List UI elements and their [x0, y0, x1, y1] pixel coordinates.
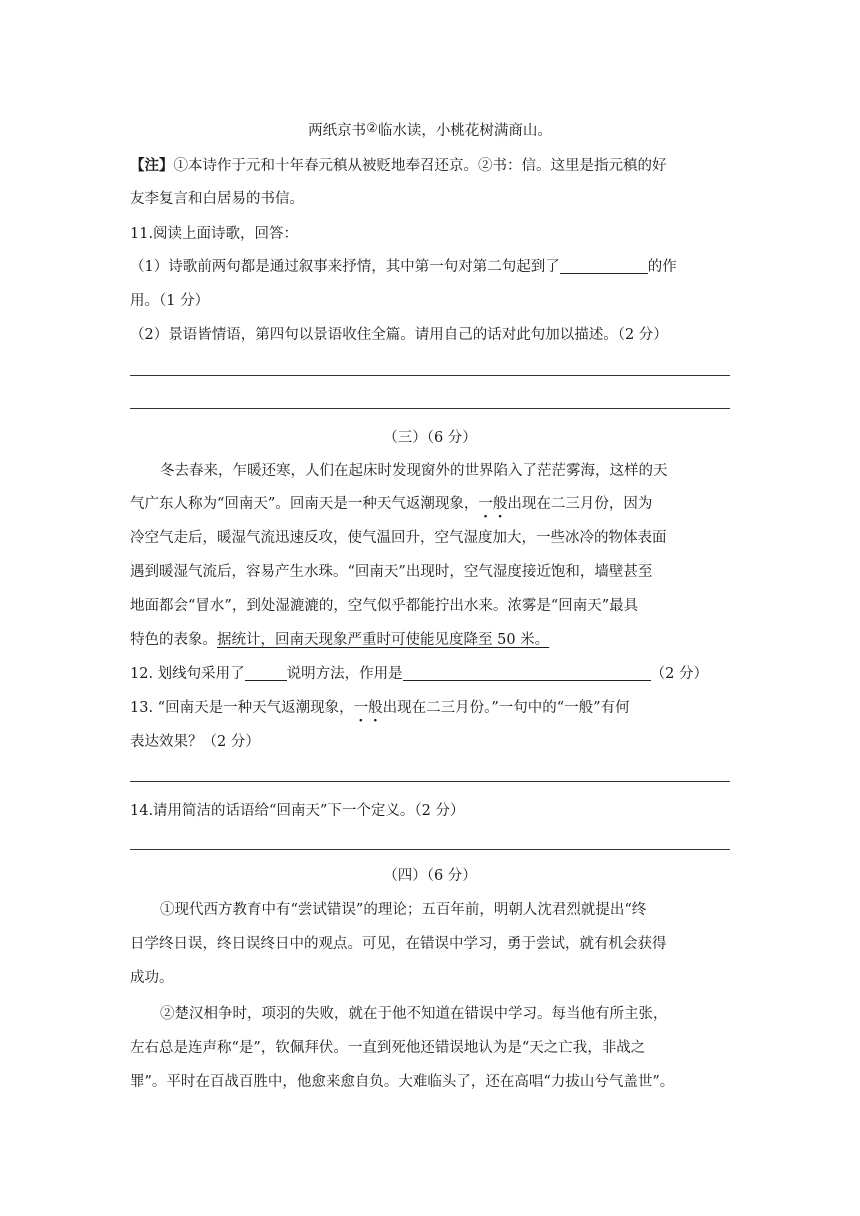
section3-text: 特色的表象。	[130, 632, 217, 648]
q12-effect-blank[interactable]	[403, 664, 651, 681]
emphasis-char: 一	[478, 496, 493, 512]
q12-score: （2 分）	[650, 666, 709, 682]
q13-line	[130, 698, 730, 718]
emphasis-char: 般	[368, 700, 383, 716]
q11-part1-cont: 用。（1 分）	[130, 293, 210, 309]
note-text-1: ①本诗作于元和十年春元稹从被贬地奉召还京。②书：信。这里是指元稹的好	[173, 158, 667, 174]
poem-text-b: 临水读，小桃花树满商山。	[377, 123, 552, 139]
section3-line-4: 遇到暖湿气流后，容易产生水珠。“回南天”出现时，空气湿度接近饱和，墙壁甚至	[130, 564, 653, 580]
emphasis-char: 般	[492, 496, 508, 512]
q11-part1-tail: 的作	[647, 259, 677, 275]
section4-heading: （四）（6 分）	[383, 868, 477, 884]
q11-part1-line	[130, 257, 730, 277]
poem-last-line	[130, 119, 730, 141]
section3-line-1: 冬去春来，乍暖还寒，人们在起床时发现窗外的世界陷入了茫茫雾海，这样的天	[160, 463, 668, 479]
answer-line[interactable]	[130, 408, 730, 409]
note-line-1	[130, 156, 730, 176]
q12-line	[130, 664, 730, 684]
section3-heading: （三）（6 分）	[383, 430, 477, 446]
poem-text-a: 两纸京书	[308, 123, 367, 139]
q11-stem: 11.阅读上面诗歌，回答：	[130, 226, 299, 242]
section3-line-5: 地面都会“冒水”，到处湿漉漉的，空气似乎都能拧出水来。浓雾是“回南天”最具	[130, 598, 639, 614]
note-tag: 【注】	[130, 157, 174, 174]
section4-p1-line-3: 成功。	[130, 970, 174, 986]
q13-text: 出现在二三月份。”一句中的“一般”有何	[382, 700, 630, 716]
section3-line-3: 冷空气走后，暖湿气流迅速反攻，使气温回升，空气湿度加大，一些冰冷的物体表面	[130, 530, 667, 546]
section3-text: 出现在二三月份，因为	[507, 496, 653, 512]
answer-line[interactable]	[130, 781, 730, 782]
q11-part1-text: （1）诗歌前两句都是通过叙事来抒情，其中第一句对第二句起到了	[130, 259, 560, 275]
q11-answer-blank[interactable]	[560, 257, 648, 274]
q13-line-2: 表达效果？（2 分）	[130, 734, 260, 750]
footnote-mark: ②	[366, 121, 378, 136]
underlined-sentence: 据统计，回南天现象严重时可使能见度降至 50 米。	[217, 632, 550, 648]
section3-text: 气广东人称为“回南天”。回南天是一种天气返潮现象，	[130, 496, 479, 512]
section4-p1-line-2: 日学终日误，终日误终日中的观点。可见，在错误中学习，勇于尝试，就有机会获得	[130, 936, 667, 952]
q12-method-blank[interactable]	[245, 664, 287, 681]
q12-text: 说明方法，作用是	[286, 666, 403, 682]
section3-line-2	[130, 494, 730, 514]
note-line-2: 友李复言和白居易的书信。	[130, 191, 304, 207]
q14-line: 14.请用简洁的话语给“回南天”下一个定义。（2 分）	[130, 803, 465, 819]
section3-line-6	[130, 630, 730, 650]
section4-p2-line-1: ②楚汉相争时，项羽的失败，就在于他不知道在错误中学习。每当他有所主张，	[160, 1006, 668, 1022]
section4-p2-line-2: 左右总是连声称“是”，钦佩拜伏。一直到死他还错误地认为是“天之亡我，非战之	[130, 1040, 646, 1056]
answer-line[interactable]	[130, 375, 730, 376]
answer-line[interactable]	[130, 849, 730, 850]
q12-text: 12. 划线句采用了	[130, 666, 245, 682]
q13-text: 13. “回南天是一种天气返潮现象，	[130, 700, 354, 716]
emphasis-char: 一	[353, 700, 369, 716]
section4-p2-line-3: 罪”。平时在百战百胜中，他愈来愈自负。大难临头了，还在高唱“力拔山兮气盖世”。	[130, 1074, 675, 1090]
section4-p1-line-1: ①现代西方教育中有“尝试错误”的理论；五百年前，明朝人沈君烈就提出“终	[160, 902, 647, 918]
q11-part2: （2）景语皆情语，第四句以景语收住全篇。请用自己的话对此句加以描述。（2 分）	[130, 327, 668, 343]
